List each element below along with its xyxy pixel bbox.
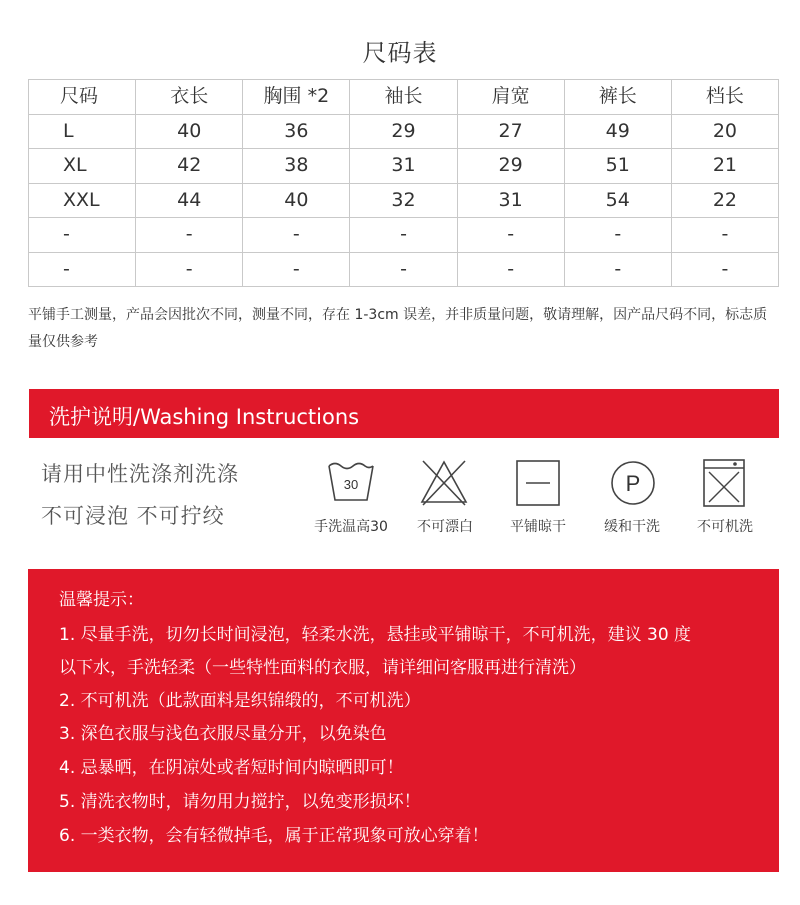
table-row [29, 183, 779, 218]
size-table [28, 79, 779, 287]
table-cell: - [350, 218, 457, 253]
care-label: 平铺晾干 [510, 519, 566, 535]
table-cell: 31 [350, 149, 457, 184]
tips-line: 3. 深色衣服与浅色衣服尽量分开，以免染色 [59, 724, 387, 744]
tips-line: 1. 尽量手洗，切勿长时间浸泡，轻柔水洗，悬挂或平铺晾干，不可机洗，建议 30 度 [59, 625, 692, 645]
care-label: 不可机洗 [697, 519, 753, 535]
measurement-note: 平铺手工测量，产品会因批次不同，测量不同，存在 1-3cm 误差，并非质量问题，敬请理解，因产品尺码不同，标志质量仅供参考 [28, 307, 768, 350]
table-cell: 54 [564, 183, 671, 218]
table-cell: - [243, 218, 350, 253]
header-shoulder: 肩宽 [457, 80, 564, 115]
table-cell: 36 [243, 114, 350, 149]
table-cell: - [136, 252, 243, 287]
table-cell: 32 [350, 183, 457, 218]
header-size: 尺码 [29, 80, 136, 115]
table-cell: 38 [243, 149, 350, 184]
table-cell: - [457, 218, 564, 253]
table-cell: 42 [136, 149, 243, 184]
table-cell: 20 [671, 114, 778, 149]
table-cell: - [671, 218, 778, 253]
header-length: 衣长 [136, 80, 243, 115]
tips-line: 5. 清洗衣物时，请勿用力搅拧，以免变形损坏！ [59, 792, 421, 812]
header-chest: 胸围 *2 [243, 80, 350, 115]
tips-line: 以下水，手洗轻柔（一些特性面料的衣服，请详细问客服再进行清洗） [59, 658, 586, 678]
tips-box [28, 569, 779, 872]
table-cell: 22 [671, 183, 778, 218]
wash-temp-symbol: 30 [343, 477, 359, 492]
table-cell: - [29, 218, 136, 253]
tips-title: 温馨提示： [59, 590, 144, 610]
table-cell: 29 [457, 149, 564, 184]
table-cell: 49 [564, 114, 671, 149]
table-cell: 21 [671, 149, 778, 184]
care-label: 缓和干洗 [604, 519, 660, 535]
table-header-row [29, 80, 779, 115]
table-row [29, 252, 779, 287]
washing-banner-title: 洗护说明/Washing Instructions [49, 405, 360, 429]
tips-line: 6. 一类衣物，会有轻微掉毛，属于正常现象可放心穿着！ [59, 826, 489, 846]
table-cell: L [29, 114, 136, 149]
table-row [29, 114, 779, 149]
hand-wash-30-icon [327, 458, 375, 508]
table-cell: 40 [136, 114, 243, 149]
table-cell: - [564, 252, 671, 287]
wash-instruction-line: 不可浸泡 不可拧绞 [41, 504, 225, 528]
table-cell: - [457, 252, 564, 287]
table-cell: - [564, 218, 671, 253]
no-machine-wash-icon [701, 458, 749, 508]
table-cell: - [136, 218, 243, 253]
dry-flat-icon [515, 458, 563, 508]
table-cell: 51 [564, 149, 671, 184]
table-cell: 29 [350, 114, 457, 149]
no-bleach-icon [420, 458, 468, 508]
table-row [29, 218, 779, 253]
table-row [29, 149, 779, 184]
table-cell: XL [29, 149, 136, 184]
care-label: 不可漂白 [417, 519, 473, 535]
gentle-dry-clean-icon [609, 458, 657, 508]
table-cell: - [29, 252, 136, 287]
care-label: 手洗温高30 [314, 519, 388, 535]
tips-line: 2. 不可机洗（此款面料是织锦缎的，不可机洗） [59, 691, 421, 711]
header-crotch: 档长 [671, 80, 778, 115]
wash-instruction-line: 请用中性洗涤剂洗涤 [41, 462, 239, 486]
table-cell: XXL [29, 183, 136, 218]
table-cell: - [243, 252, 350, 287]
table-cell: - [671, 252, 778, 287]
tips-line: 4. 忌暴晒，在阴凉处或者短时间内晾晒即可！ [59, 758, 404, 778]
table-cell: 40 [243, 183, 350, 218]
header-pants-length: 裤长 [564, 80, 671, 115]
table-cell: - [350, 252, 457, 287]
table-cell: 27 [457, 114, 564, 149]
size-chart-title: 尺码表 [362, 39, 438, 67]
washing-banner [29, 389, 779, 438]
table-cell: 31 [457, 183, 564, 218]
table-cell: 44 [136, 183, 243, 218]
dry-clean-symbol: P [625, 471, 641, 496]
header-sleeve: 袖长 [350, 80, 457, 115]
